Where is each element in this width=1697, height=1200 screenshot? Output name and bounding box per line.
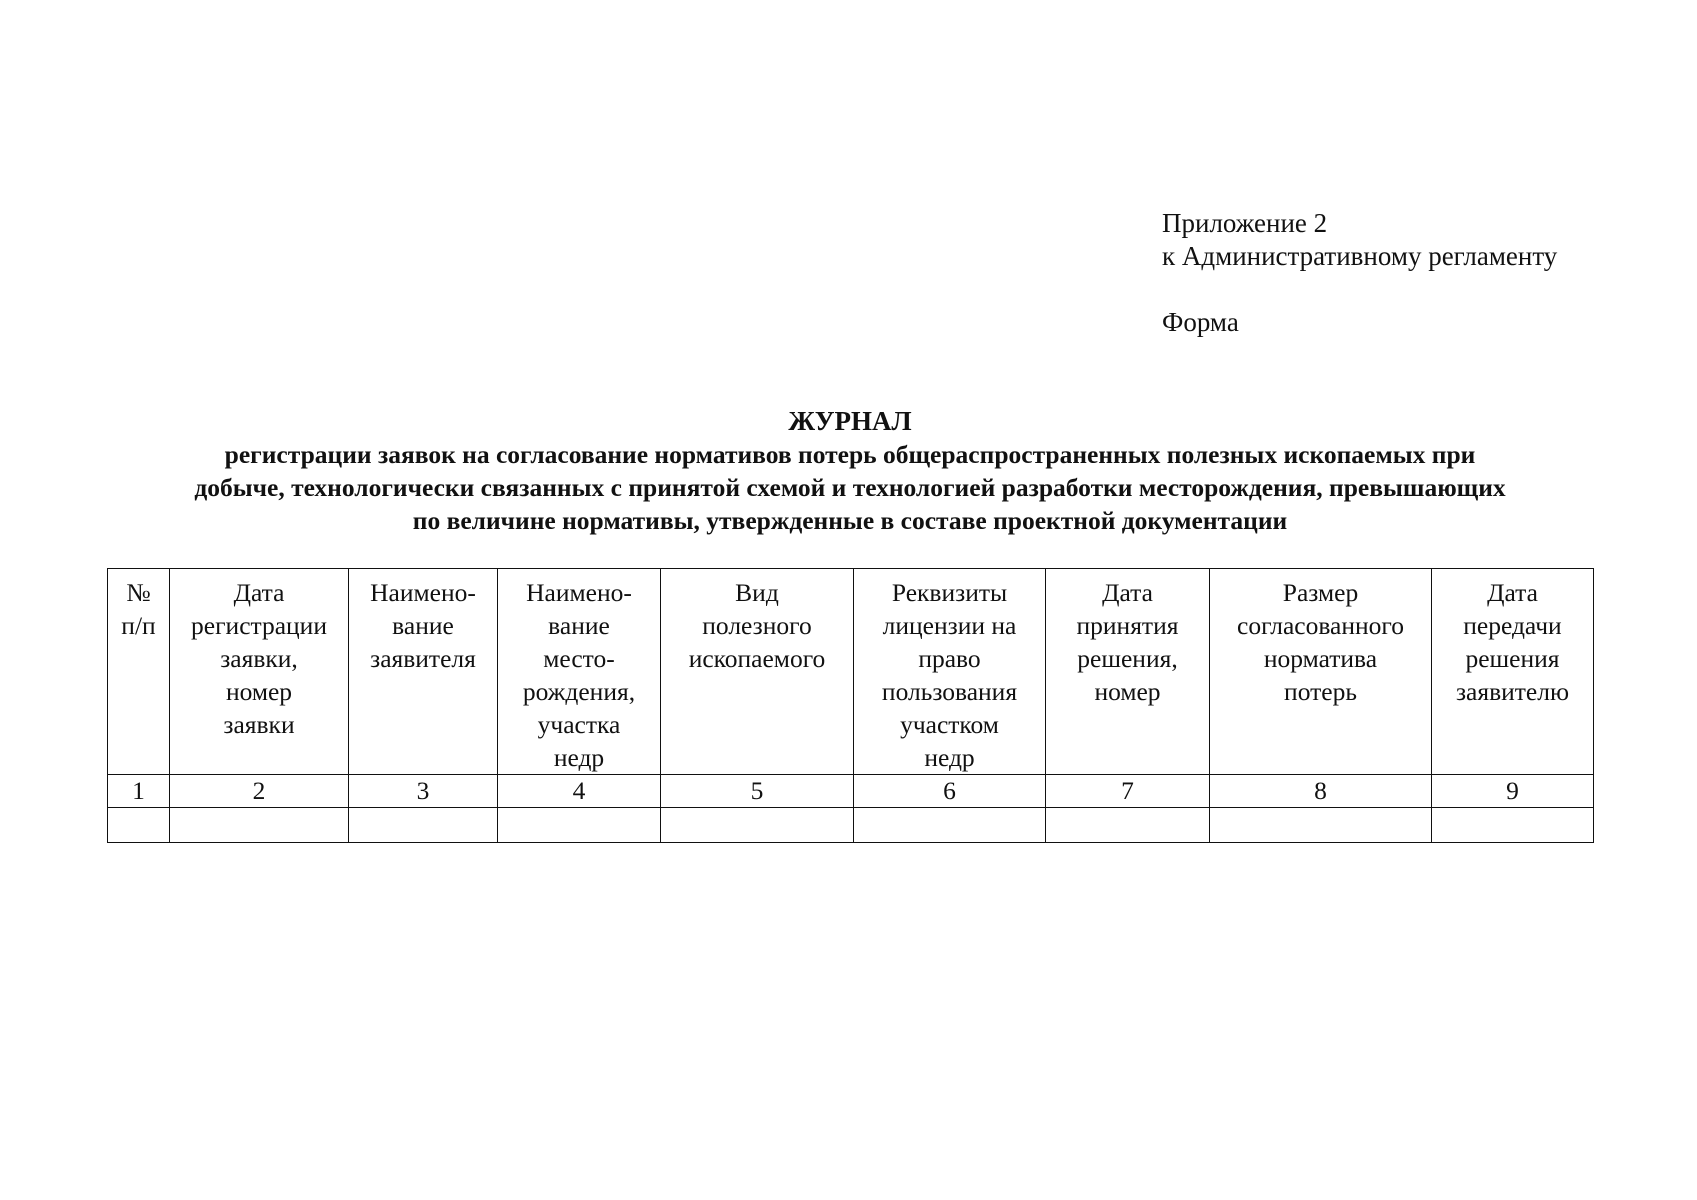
empty-cell: [498, 808, 661, 843]
header-line: принятия: [1076, 611, 1179, 640]
journal-subtitle-line-2: добыче, технологически связанных с принятой схемой и технологией разработки месторождения, превышающих: [194, 473, 1506, 502]
column-number-cell: 5: [661, 775, 854, 808]
header-cell: [349, 569, 498, 775]
header-line: заявки,: [220, 644, 298, 673]
header-line: решения,: [1077, 644, 1178, 673]
header-line: норматива: [1263, 644, 1378, 673]
column-number-cell: 3: [349, 775, 498, 808]
header-line: участком: [900, 710, 999, 739]
header-line: п/п: [121, 611, 156, 640]
header-line: номер: [225, 677, 293, 706]
header-line: Наимено-: [370, 578, 476, 607]
header-line: Размер: [1282, 578, 1359, 607]
column-number-row: [108, 775, 1594, 808]
header-line: недр: [553, 743, 605, 772]
header-line: заявителю: [1455, 677, 1570, 706]
header-line: полезного: [702, 611, 812, 640]
appendix-line-1: Приложение 2: [1162, 208, 1328, 238]
header-line: недр: [924, 743, 975, 772]
header-line: передачи: [1463, 611, 1562, 640]
header-line: Вид: [735, 578, 779, 607]
header-line: №: [126, 578, 151, 607]
header-cell: [1210, 569, 1432, 775]
header-cell: [498, 569, 661, 775]
header-line: Дата: [1102, 578, 1153, 607]
header-cell: [170, 569, 349, 775]
journal-title-block: [100, 405, 1600, 537]
header-line: вание: [392, 611, 454, 640]
empty-cell: [349, 808, 498, 843]
registration-journal-table: [107, 568, 1594, 843]
appendix-line-2: к Административному регламенту: [1162, 241, 1558, 271]
header-line: рождения,: [522, 677, 636, 706]
header-line: решения: [1465, 644, 1560, 673]
header-line: заявителя: [370, 644, 476, 673]
empty-cell: [661, 808, 854, 843]
header-line: лицензии на: [882, 611, 1017, 640]
column-number-cell: 4: [498, 775, 661, 808]
header-line: Наимено-: [526, 578, 632, 607]
header-line: согласованного: [1237, 611, 1404, 640]
header-line: ископаемого: [688, 644, 826, 673]
empty-cell: [854, 808, 1046, 843]
header-line: Дата: [1487, 578, 1538, 607]
header-line: вание: [548, 611, 610, 640]
header-line: номер: [1094, 677, 1161, 706]
header-line: право: [918, 644, 981, 673]
header-line: Реквизиты: [891, 578, 1008, 607]
empty-cell: [1432, 808, 1594, 843]
empty-entry-row: [108, 808, 1594, 843]
empty-cell: [170, 808, 349, 843]
column-number-cell: 6: [854, 775, 1046, 808]
header-cell: [1432, 569, 1594, 775]
empty-cell: [1046, 808, 1210, 843]
journal-subtitle-line-3: по величине нормативы, утвержденные в составе проектной документации: [412, 506, 1288, 535]
appendix-block: [1162, 207, 1557, 339]
form-label: Форма: [1162, 307, 1239, 337]
column-number-cell: 1: [108, 775, 170, 808]
header-line: пользования: [881, 677, 1018, 706]
header-line: регистрации: [191, 611, 327, 640]
journal-subtitle-line-1: регистрации заявок на согласование нормативов потерь общераспространенных полезных ископаемых при: [224, 440, 1476, 469]
header-line: потерь: [1284, 677, 1357, 706]
empty-cell: [108, 808, 170, 843]
journal-heading: ЖУРНАЛ: [788, 406, 912, 436]
header-cell: [1046, 569, 1210, 775]
header-line: Дата: [233, 578, 285, 607]
column-number-cell: 9: [1432, 775, 1594, 808]
header-line: заявки: [223, 710, 295, 739]
header-cell: [854, 569, 1046, 775]
header-cell: [661, 569, 854, 775]
table-header-row: [108, 569, 1594, 775]
empty-cell: [1210, 808, 1432, 843]
header-line: место-: [543, 644, 615, 673]
header-cell: [108, 569, 170, 775]
column-number-cell: 8: [1210, 775, 1432, 808]
column-number-cell: 7: [1046, 775, 1210, 808]
column-number-cell: 2: [170, 775, 349, 808]
header-line: участка: [537, 710, 621, 739]
